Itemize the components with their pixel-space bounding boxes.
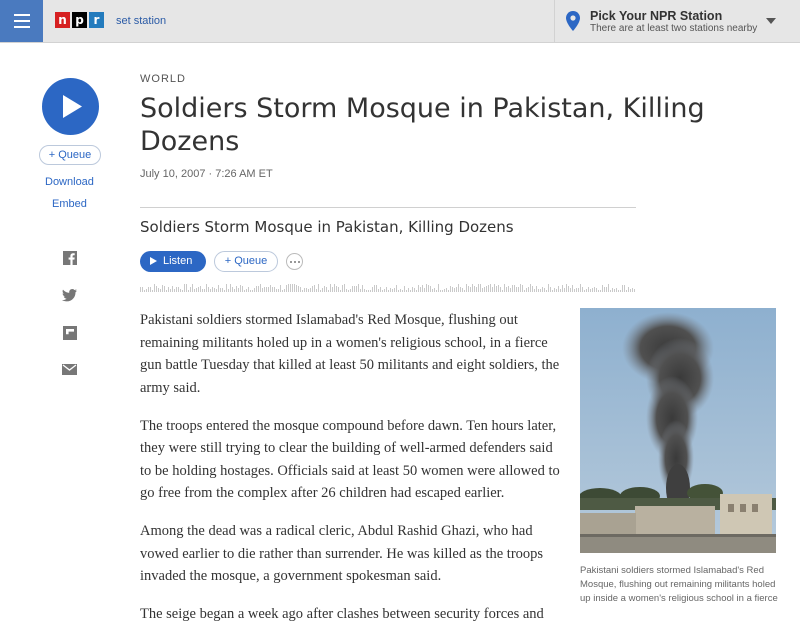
embed-link[interactable]: Embed xyxy=(52,198,87,210)
queue-button[interactable]: + Queue xyxy=(39,145,101,165)
listen-button[interactable] xyxy=(140,251,206,272)
location-pin-icon xyxy=(566,11,580,31)
more-options-icon[interactable] xyxy=(286,253,303,270)
station-picker[interactable] xyxy=(554,0,800,42)
logo-letter-r: r xyxy=(89,12,104,28)
logo-letter-p: p xyxy=(72,12,87,28)
listen-label: Listen xyxy=(163,255,193,267)
flipboard-icon[interactable] xyxy=(63,326,77,340)
set-station-link[interactable]: set station xyxy=(116,15,167,27)
hamburger-line xyxy=(14,14,30,16)
audio-title: Soldiers Storm Mosque in Pakistan, Killing Dozens xyxy=(140,218,514,236)
audio-waveform[interactable] xyxy=(140,280,636,292)
article-paragraph: Among the dead was a radical cleric, Abdul Rashid Ghazi, who had vowed earlier to die rather than surrender. He was killed as the troops invaded the mosque, a government spokesman said. xyxy=(140,523,544,584)
section-label[interactable]: WORLD xyxy=(140,73,186,85)
article-body xyxy=(140,309,560,641)
facebook-icon[interactable] xyxy=(63,251,77,265)
article-paragraph: The troops entered the mosque compound before dawn. Ten hours later, they were still trying to clear the building of well-armed defenders said to be holding hostages. Officials said at least 50 women were allowed to go free from the complex after 26 children had escaped earlier. xyxy=(140,417,560,501)
audio-queue-button[interactable]: + Queue xyxy=(214,251,278,272)
play-icon xyxy=(150,257,157,265)
article-photo[interactable] xyxy=(580,308,776,553)
station-picker-title: Pick Your NPR Station xyxy=(590,9,723,23)
article-paragraph: Pakistani soldiers stormed Islamabad's Red Mosque, flushing out remaining militants holed up in a women's religious school, in a fierce gun battle Tuesday that killed at least 50 militants and eight soldiers, the army said. xyxy=(140,312,560,396)
divider xyxy=(140,207,636,208)
play-button[interactable] xyxy=(42,78,99,135)
download-link[interactable]: Download xyxy=(45,176,94,188)
npr-logo[interactable] xyxy=(55,12,104,28)
menu-button[interactable] xyxy=(0,0,43,42)
twitter-icon[interactable] xyxy=(62,289,77,302)
play-icon xyxy=(63,95,82,118)
station-picker-subtitle: There are at least two stations nearby xyxy=(590,23,758,34)
top-bar xyxy=(0,0,800,43)
hamburger-line xyxy=(14,20,30,22)
article-paragraph: The seige began a week ago after clashes between security forces and xyxy=(140,606,544,622)
logo-letter-n: n xyxy=(55,12,70,28)
chevron-down-icon xyxy=(766,18,776,24)
email-icon[interactable] xyxy=(62,364,77,375)
photo-caption: Pakistani soldiers stormed Islamabad's Red Mosque, flushing out remaining militants holed up inside a women's religious school in a fierce xyxy=(580,565,778,604)
dateline: July 10, 2007 · 7:26 AM ET xyxy=(140,168,273,180)
hamburger-line xyxy=(14,26,30,28)
page-title: Soldiers Storm Mosque in Pakistan, Killing Dozens xyxy=(140,93,705,157)
